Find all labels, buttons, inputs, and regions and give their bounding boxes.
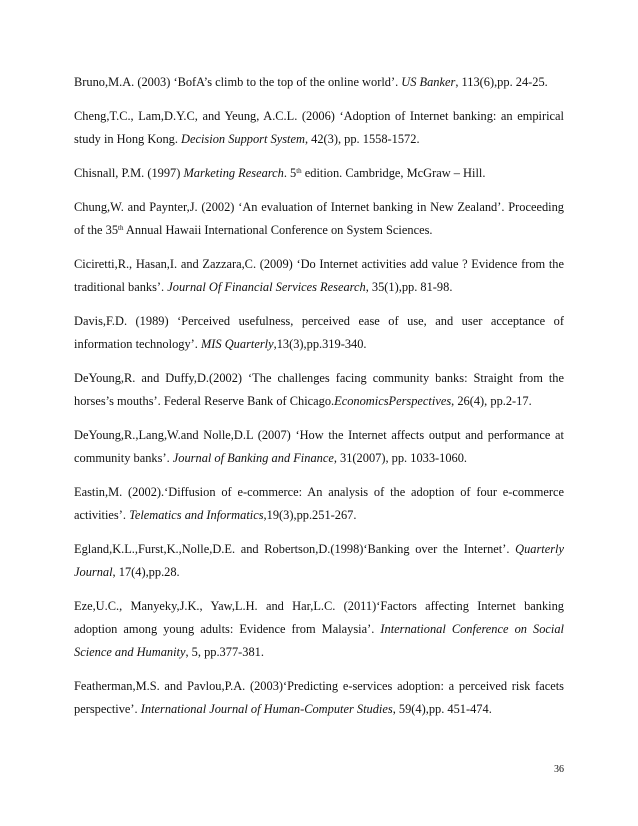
- reference-entry: [74, 538, 564, 584]
- reference-details: , 42(3), pp. 1558-1572.: [304, 132, 420, 146]
- reference-entry: [74, 424, 564, 470]
- reference-details: , 31(2007), pp. 1033-1060.: [333, 451, 468, 465]
- reference-entry: [74, 253, 564, 299]
- reference-entry: [74, 481, 564, 527]
- reference-text: DeYoung,R. and Duffy,D.(2002) ‘The challenges facing community banks: Straight from the horses’s mouths’. Federal Reserve Bank of Chicago.: [74, 371, 564, 408]
- reference-venue: International Journal of Human-Computer Studies: [140, 702, 393, 716]
- reference-superscript: th: [118, 224, 124, 232]
- reference-entry: [74, 71, 564, 94]
- reference-details: . 5: [283, 166, 297, 180]
- reference-venue: Journal Of Financial Services Research: [167, 280, 366, 294]
- reference-venue: EconomicsPerspectives: [334, 394, 452, 408]
- reference-venue: Telematics and Informatics: [129, 508, 264, 522]
- reference-venue: International Conference on Social Science and Humanity: [74, 622, 564, 659]
- reference-details-cont: edition. Cambridge, McGraw – Hill.: [301, 166, 486, 180]
- reference-details: , 17(4),pp.28.: [112, 565, 180, 579]
- reference-venue: Decision Support System: [181, 132, 305, 146]
- reference-details: , 35(1),pp. 81-98.: [365, 280, 453, 294]
- reference-details: , 5, pp.377-381.: [185, 645, 264, 659]
- reference-details: ,13(3),pp.319-340.: [273, 337, 367, 351]
- reference-venue: Quarterly Journal: [74, 542, 564, 579]
- reference-text: Davis,F.D. (1989) ‘Perceived usefulness, perceived ease of use, and user acceptance of information technology’.: [74, 314, 564, 351]
- reference-text: Chung,W. and Paynter,J. (2002) ‘An evaluation of Internet banking in New Zealand’. Proceeding of the 35: [74, 200, 564, 237]
- reference-venue: MIS Quarterly: [200, 337, 274, 351]
- reference-details: , 59(4),pp. 451-474.: [392, 702, 492, 716]
- reference-text: Cheng,T.C., Lam,D.Y.C, and Yeung, A.C.L. (2006) ‘Adoption of Internet banking: an empirical study in Hong Kong.: [74, 109, 564, 146]
- reference-text: Egland,K.L.,Furst,K.,Nolle,D.E. and Robertson,D.(1998)‘Banking over the Internet’.: [74, 542, 516, 556]
- reference-entry: [74, 675, 564, 721]
- reference-text: Featherman,M.S. and Pavlou,P.A. (2003)‘Predicting e-services adoption: a perceived risk facets perspective’.: [74, 679, 564, 716]
- reference-details-cont: Annual Hawaii International Conference on System Sciences.: [123, 223, 433, 237]
- reference-entry: [74, 367, 564, 413]
- reference-text: Bruno,M.A. (2003) ‘BofA’s climb to the top of the online world’.: [74, 75, 402, 89]
- reference-superscript: th: [296, 167, 302, 175]
- reference-text: Chisnall, P.M. (1997): [74, 166, 184, 180]
- reference-entry: [74, 310, 564, 356]
- reference-details: ,19(3),pp.251-267.: [263, 508, 357, 522]
- reference-entry: [74, 595, 564, 664]
- reference-details: , 113(6),pp. 24-25.: [455, 75, 548, 89]
- reference-details: , 26(4), pp.2-17.: [451, 394, 532, 408]
- reference-venue: Marketing Research: [183, 166, 284, 180]
- reference-text: Eze,U.C., Manyeky,J.K., Yaw,L.H. and Har,L.C. (2011)‘Factors affecting Internet banking adoption among young adults: Evidence from Malaysia’.: [74, 599, 564, 636]
- reference-list: [74, 71, 564, 732]
- reference-venue: US Banker: [401, 75, 456, 89]
- page-number: 36: [554, 764, 564, 775]
- reference-text: Eastin,M. (2002).‘Diffusion of e-commerce: An analysis of the adoption of four e-commerce activities’.: [74, 485, 564, 522]
- reference-entry: [74, 162, 564, 185]
- reference-entry: [74, 105, 564, 151]
- reference-text: Ciciretti,R., Hasan,I. and Zazzara,C. (2009) ‘Do Internet activities add value ? Evidence from the traditional banks’.: [74, 257, 564, 294]
- reference-venue: Journal of Banking and Finance: [172, 451, 334, 465]
- reference-text: DeYoung,R.,Lang,W.and Nolle,D.L (2007) ‘How the Internet affects output and performance at community banks’.: [74, 428, 564, 465]
- reference-entry: [74, 196, 564, 242]
